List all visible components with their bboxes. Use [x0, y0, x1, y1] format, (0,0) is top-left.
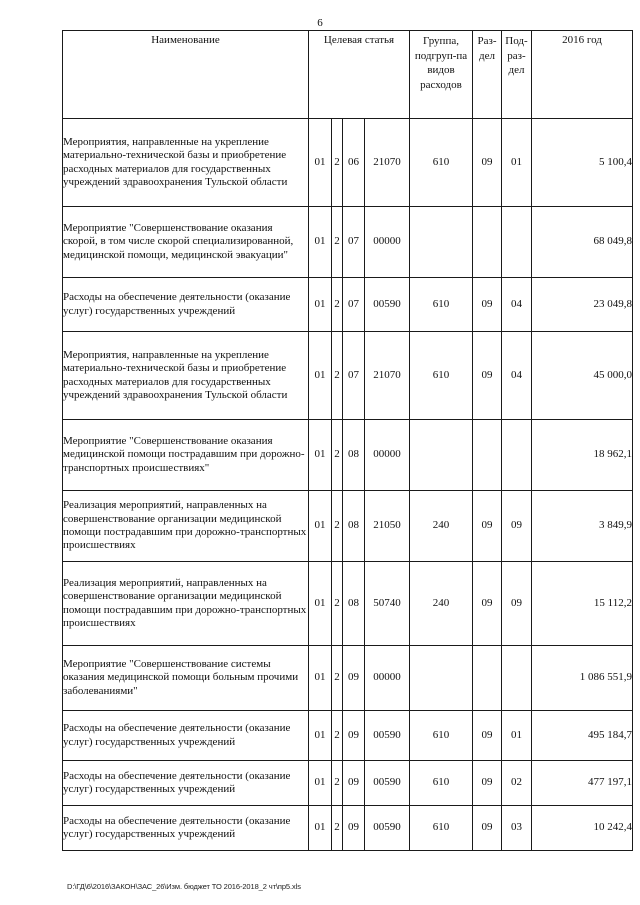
target-code-subprogram: 2	[332, 207, 343, 278]
target-code-event: 07	[343, 207, 365, 278]
row-name: Расходы на обеспечение деятельности (оказание услуг) государственных учреждений	[63, 711, 309, 761]
expense-group: 610	[410, 332, 473, 420]
target-code-direction: 00590	[365, 711, 410, 761]
target-code-direction: 00590	[365, 806, 410, 851]
target-code-event: 09	[343, 806, 365, 851]
row-name: Мероприятие "Совершенствование оказания скорой, в том числе скорой специализированной, медицинской помощи, медицинской эвакуации"	[63, 207, 309, 278]
target-code-subprogram: 2	[332, 562, 343, 646]
section-code: 09	[473, 711, 502, 761]
subsection-code: 03	[502, 806, 532, 851]
row-name: Расходы на обеспечение деятельности (оказание услуг) государственных учреждений	[63, 761, 309, 806]
target-code-direction: 00000	[365, 646, 410, 711]
table-row	[63, 711, 633, 761]
subsection-code: 01	[502, 119, 532, 207]
row-name: Расходы на обеспечение деятельности (оказание услуг) государственных учреждений	[63, 806, 309, 851]
target-code-direction: 00590	[365, 278, 410, 332]
target-code-program: 01	[309, 806, 332, 851]
target-code-subprogram: 2	[332, 646, 343, 711]
target-code-event: 06	[343, 119, 365, 207]
target-code-direction: 21070	[365, 119, 410, 207]
expense-group: 610	[410, 806, 473, 851]
budget-table	[62, 30, 633, 851]
footer-file-path: D:\ГД\6\2016\ЗАКОН\ЗАС_26\Изм. бюджет ТО 2016-2018_2 чт\пр5.xls	[67, 882, 301, 891]
expense-group: 240	[410, 491, 473, 562]
subsection-code: 09	[502, 562, 532, 646]
section-code: 09	[473, 491, 502, 562]
section-code	[473, 646, 502, 711]
table-row	[63, 646, 633, 711]
subsection-code: 09	[502, 491, 532, 562]
row-name: Мероприятие "Совершенствование системы оказания медицинской помощи больным прочими заболеваниями"	[63, 646, 309, 711]
amount-2016: 68 049,8	[532, 207, 633, 278]
table-row	[63, 207, 633, 278]
amount-2016: 3 849,9	[532, 491, 633, 562]
section-code: 09	[473, 806, 502, 851]
row-name: Мероприятия, направленные на укрепление материально-технической базы и приобретение расходных материалов для государственных учреждений здравоохранения Тульской области	[63, 119, 309, 207]
table-row	[63, 119, 633, 207]
section-code: 09	[473, 562, 502, 646]
amount-2016: 5 100,4	[532, 119, 633, 207]
expense-group: 610	[410, 278, 473, 332]
target-code-subprogram: 2	[332, 332, 343, 420]
target-code-direction: 00000	[365, 207, 410, 278]
subsection-code: 02	[502, 761, 532, 806]
target-code-subprogram: 2	[332, 806, 343, 851]
expense-group	[410, 420, 473, 491]
subsection-code	[502, 646, 532, 711]
expense-group: 610	[410, 761, 473, 806]
target-code-event: 09	[343, 711, 365, 761]
row-name: Мероприятия, направленные на укрепление материально-технической базы и приобретение расходных материалов для государственных учреждений здравоохранения Тульской области	[63, 332, 309, 420]
target-code-event: 09	[343, 761, 365, 806]
target-code-program: 01	[309, 711, 332, 761]
target-code-program: 01	[309, 420, 332, 491]
amount-2016: 18 962,1	[532, 420, 633, 491]
target-code-program: 01	[309, 207, 332, 278]
expense-group	[410, 646, 473, 711]
header-name: Наименование	[63, 31, 309, 119]
target-code-event: 07	[343, 278, 365, 332]
header-expense-group: Группа, подгруп-па видов расходов	[410, 31, 473, 119]
table-row	[63, 806, 633, 851]
table-header-row	[63, 31, 633, 119]
target-code-program: 01	[309, 761, 332, 806]
table-row	[63, 562, 633, 646]
target-code-subprogram: 2	[332, 761, 343, 806]
section-code: 09	[473, 278, 502, 332]
header-year: 2016 год	[532, 31, 633, 119]
row-name: Реализация мероприятий, направленных на совершенствование организации медицинской помощи пострадавшим при дорожно-транспортных происшествиях	[63, 491, 309, 562]
target-code-subprogram: 2	[332, 491, 343, 562]
subsection-code	[502, 420, 532, 491]
target-code-event: 08	[343, 491, 365, 562]
target-code-direction: 21070	[365, 332, 410, 420]
section-code	[473, 207, 502, 278]
target-code-program: 01	[309, 278, 332, 332]
amount-2016: 477 197,1	[532, 761, 633, 806]
amount-2016: 10 242,4	[532, 806, 633, 851]
target-code-subprogram: 2	[332, 420, 343, 491]
expense-group: 240	[410, 562, 473, 646]
row-name: Мероприятие "Совершенствование оказания медицинской помощи пострадавшим при дорожно-транспортных происшествиях"	[63, 420, 309, 491]
table-row	[63, 491, 633, 562]
target-code-direction: 00000	[365, 420, 410, 491]
row-name: Расходы на обеспечение деятельности (оказание услуг) государственных учреждений	[63, 278, 309, 332]
subsection-code: 04	[502, 278, 532, 332]
row-name: Реализация мероприятий, направленных на совершенствование организации медицинской помощи пострадавшим при дорожно-транспортных происшествиях	[63, 562, 309, 646]
table-row	[63, 420, 633, 491]
target-code-direction: 50740	[365, 562, 410, 646]
target-code-subprogram: 2	[332, 278, 343, 332]
table-row	[63, 278, 633, 332]
target-code-direction: 00590	[365, 761, 410, 806]
target-code-event: 07	[343, 332, 365, 420]
section-code	[473, 420, 502, 491]
target-code-program: 01	[309, 646, 332, 711]
section-code: 09	[473, 332, 502, 420]
target-code-subprogram: 2	[332, 119, 343, 207]
target-code-event: 09	[343, 646, 365, 711]
expense-group	[410, 207, 473, 278]
amount-2016: 45 000,0	[532, 332, 633, 420]
target-code-program: 01	[309, 119, 332, 207]
header-section: Раз-дел	[473, 31, 502, 119]
header-subsection: Под-раз-дел	[502, 31, 532, 119]
target-code-event: 08	[343, 562, 365, 646]
page-number: 6	[317, 17, 323, 29]
amount-2016: 23 049,8	[532, 278, 633, 332]
subsection-code	[502, 207, 532, 278]
subsection-code: 04	[502, 332, 532, 420]
subsection-code: 01	[502, 711, 532, 761]
section-code: 09	[473, 119, 502, 207]
header-target-article: Целевая статья	[309, 31, 410, 119]
target-code-event: 08	[343, 420, 365, 491]
amount-2016: 495 184,7	[532, 711, 633, 761]
table-row	[63, 761, 633, 806]
target-code-direction: 21050	[365, 491, 410, 562]
amount-2016: 1 086 551,9	[532, 646, 633, 711]
table-row	[63, 332, 633, 420]
target-code-subprogram: 2	[332, 711, 343, 761]
expense-group: 610	[410, 119, 473, 207]
target-code-program: 01	[309, 332, 332, 420]
expense-group: 610	[410, 711, 473, 761]
section-code: 09	[473, 761, 502, 806]
amount-2016: 15 112,2	[532, 562, 633, 646]
target-code-program: 01	[309, 562, 332, 646]
target-code-program: 01	[309, 491, 332, 562]
